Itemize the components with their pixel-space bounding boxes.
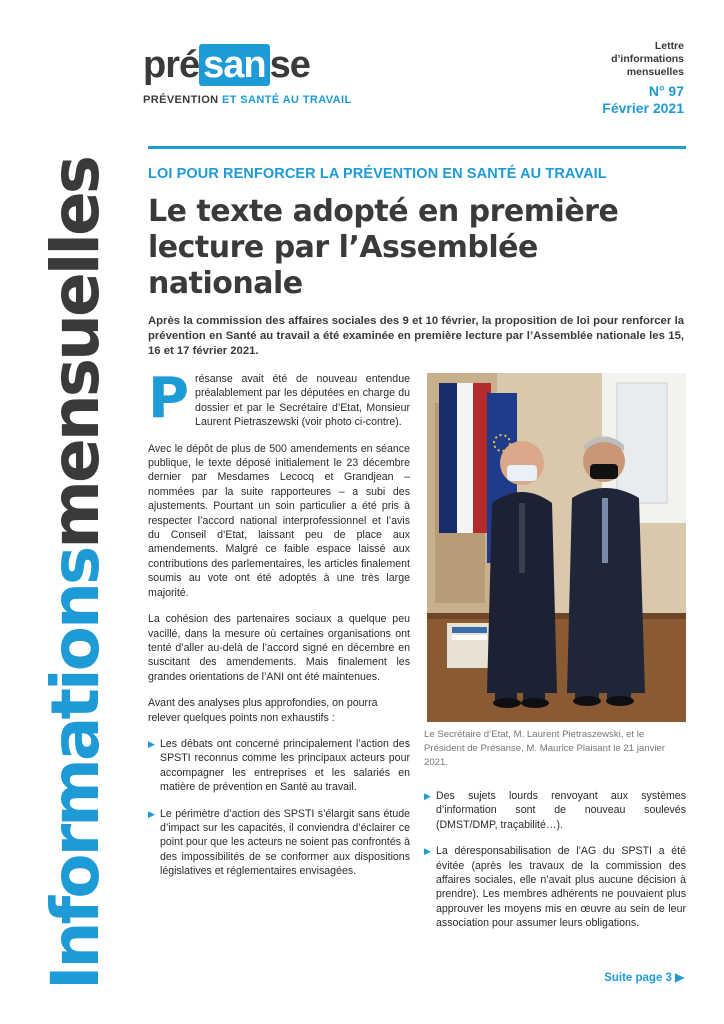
logo-part3: se — [269, 44, 310, 86]
logo-tagline-part2: ET SANTÉ AU TRAVAIL — [221, 94, 352, 106]
bullet-arrow-icon: ▶ — [424, 791, 431, 801]
masthead-label-3: mensuelles — [626, 66, 684, 78]
article-lead: Après la commission des affaires sociales des 9 et 10 février, la proposition de loi pour renforcer la prévention en Santé au travail a été examinée en première lecture par l’Assemblée nationale les 15, 16 et 17 février 2021. — [148, 315, 684, 357]
masthead-label-1: Lettre — [654, 40, 684, 52]
paragraph-3: La cohésion des partenaires sociaux a quelque peu vacillé, dans la mesure où certaines organisations ont tenté d’aller au-delà de l’accord signé en décembre en suscitant des amendements. Mais finalement les grandes orientations de l’ANI ont été maintenues. — [148, 613, 410, 683]
bullet-text: La déresponsabilisation de l’AG du SPSTI a été évitée (après les travaux de la commission des affaires sociales, elle n’avait plus aucune décision à prendre). Les membres adhérents ne pouvaient plus approuver les moyens mis en œuvre au sein de leur association pour assumer leurs obligations. — [436, 845, 686, 930]
logo-part2: san — [199, 44, 269, 86]
bullet-item — [148, 737, 410, 795]
bullet-item — [148, 807, 410, 879]
logo-tagline — [143, 94, 383, 106]
vertical-title-mensuelles: mensuelles — [37, 157, 114, 549]
paragraph-4: Avant des analyses plus approfondies, on pourra relever quelques points non exhaustifs : — [148, 697, 378, 724]
continue-link[interactable] — [604, 970, 684, 984]
paragraph-1-text: résanse avait été de nouveau entendue préalablement par les députées en charge du dossier et par le Secrétaire d’Etat, Monsieur Laurent Pietraszewski (voir photo ci-contre). — [195, 373, 410, 429]
header-divider — [148, 146, 686, 149]
masthead — [602, 40, 684, 117]
logo-wordmark — [143, 44, 383, 86]
column-right — [424, 789, 686, 943]
continue-label: Suite page 3 — [604, 972, 672, 984]
article-headline: Le texte adopté en première lecture par l’Assemblée nationale — [148, 194, 619, 301]
photo-caption: Le Secrétaire d’Etat, M. Laurent Pietraszewski, et le Président de Présanse, M. Maurice Plaisant le 21 janvier 2021. — [424, 729, 666, 768]
dropcap: P — [148, 366, 190, 431]
bullet-item — [424, 789, 686, 832]
bullet-text: Des sujets lourds renvoyant aux systèmes d’information sont de nouveau soulevés (DMST/DMP, traçabilité…). — [436, 790, 686, 831]
article-kicker: LOI POUR RENFORCER LA PRÉVENTION EN SANTÉ AU TRAVAIL — [148, 166, 607, 182]
vertical-title — [36, 40, 116, 990]
continue-arrow-icon: ▶ — [675, 972, 684, 984]
issue-number: N° 97 — [648, 83, 684, 99]
bullet-text: Le périmètre d’action des SPSTI s’élargit sans étude d’impact sur les capacités, il conviendra d’éclairer ce point pour que les acteurs ne soient pas confrontés à des impossibilités de se conformer aux dispositions législatives et réglementaires envisagées. — [160, 807, 410, 878]
column-left — [148, 366, 410, 891]
bullet-text: Les débats ont concerné principalement l’action des SPSTI reconnus comme les principaux acteurs pour accompagner les entreprises et les salariés en matière de prévention en Santé au travail. — [160, 737, 410, 794]
presanse-logo — [143, 44, 383, 114]
bullet-arrow-icon: ▶ — [148, 738, 155, 749]
issue-date: Février 2021 — [602, 100, 684, 116]
bullet-item — [424, 844, 686, 930]
logo-tagline-part1: PRÉVENTION — [143, 94, 219, 106]
paragraph-2: Avec le dépôt de plus de 500 amendements en séance publique, le texte déposé initialement le 23 décembre dernier par Mesdames Lecocq et Grandjean – nommées par la suite rapporteures – a subi des ajustements. Pourtant un soin particulier a été pris à respecter l’accord national interprofessionnel et l’avis du Conseil d’Etat, laissant peu de place aux amendements. Malgré ce faible espace laissé aux contributions des parlementaires, les articles finalement soumis au vote ont été adoptés à une très large majorité. — [148, 442, 410, 599]
masthead-label-2: d’informations — [611, 53, 684, 65]
logo-part1: pré — [143, 44, 200, 86]
vertical-title-informations: Informations — [37, 548, 114, 990]
bullet-arrow-icon: ▶ — [148, 808, 155, 819]
bullet-arrow-icon: ▶ — [424, 846, 431, 857]
article-photo — [427, 373, 686, 722]
paragraph-1 — [148, 366, 410, 431]
